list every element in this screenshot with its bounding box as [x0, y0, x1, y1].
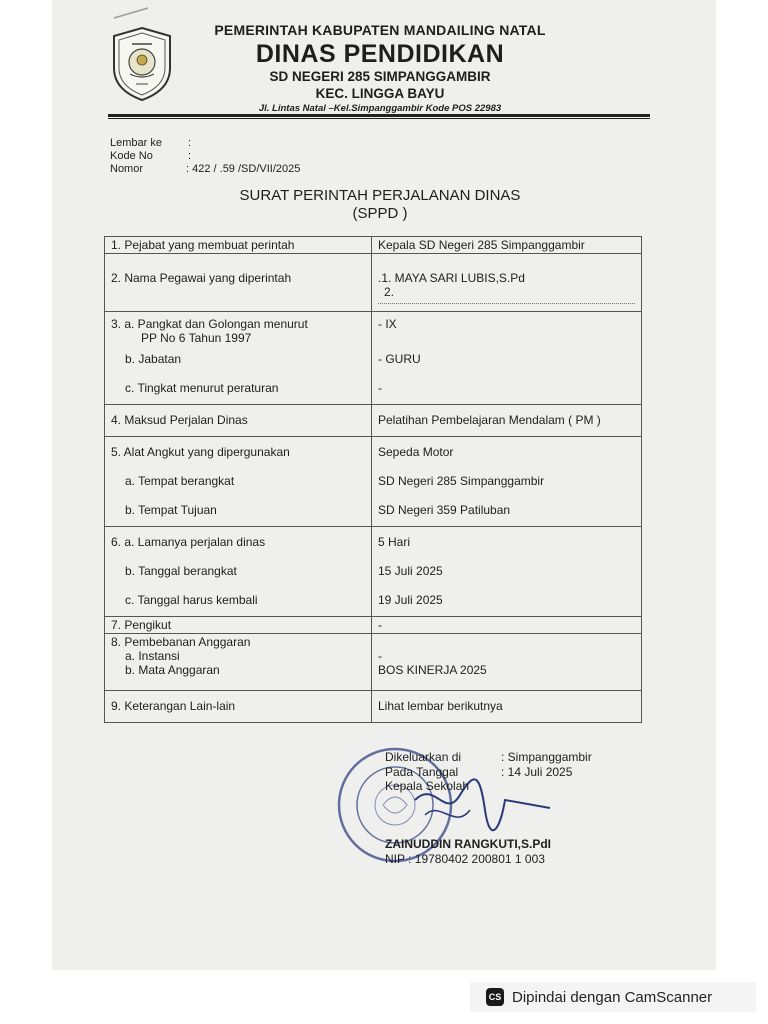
letterhead-rule-thin: [108, 118, 650, 119]
row6-label: 6. a. Lamanya perjalan dinas b. Tanggal berangkat c. Tanggal harus kembali: [105, 527, 372, 617]
row9-label: 9. Keterangan Lain-lain: [105, 691, 372, 723]
meta-lembar-label: Lembar ke: [110, 137, 162, 149]
table-row: [105, 405, 642, 437]
letterhead-school: SD NEGERI 285 SIMPANGGAMBIR: [269, 69, 491, 84]
letterhead-rule-thick: [108, 114, 650, 117]
paper-fold-mark: [112, 0, 152, 20]
row1-value: Kepala SD Negeri 285 Simpanggambir: [372, 237, 642, 254]
meta-kode-label: Kode No: [110, 150, 153, 162]
row2-value: .1. MAYA SARI LUBIS,S.Pd 2.: [372, 254, 642, 312]
meta-lembar-colon: :: [188, 137, 192, 149]
issue-date-value: : 14 Juli 2025: [501, 765, 573, 779]
letterhead-district: KEC. LINGGA BAYU: [315, 86, 445, 101]
meta-nomor-label: Nomor: [110, 163, 144, 175]
meta-kode-colon: :: [188, 150, 192, 162]
row5-label: 5. Alat Angkut yang dipergunakan a. Tempat berangkat b. Tempat Tujuan: [105, 437, 372, 527]
signatory-name: ZAINUDDIN RANGKUTI,S.PdI: [385, 837, 551, 851]
letterhead-address: Jl. Lintas Natal –Kel.Simpanggambir Kode POS 22983: [258, 103, 502, 114]
meta-nomor-value: : 422 / .59 /SD/VII/2025: [186, 163, 301, 175]
issued-at-label: Dikeluarkan di: [385, 750, 462, 764]
document-subtitle: (SPPD ): [352, 205, 408, 222]
row9-value: Lihat lembar berikutnya: [372, 691, 642, 723]
issue-date-label: Pada Tanggal: [385, 765, 459, 779]
table-row: [105, 237, 642, 254]
row7-label: 7. Pengikut: [105, 617, 372, 634]
table-row: [105, 617, 642, 634]
row8-value: - BOS KINERJA 2025: [372, 634, 642, 691]
issued-at-value: : Simpanggambir: [501, 750, 592, 764]
letterhead-agency: DINAS PENDIDIKAN: [255, 40, 505, 68]
row5-value: Sepeda Motor SD Negeri 285 Simpanggambir SD Negeri 359 Patiluban: [372, 437, 642, 527]
table-row: [105, 527, 642, 617]
document-title: SURAT PERINTAH PERJALANAN DINAS: [239, 187, 521, 204]
row6-value: 5 Hari 15 Juli 2025 19 Juli 2025: [372, 527, 642, 617]
table-row: [105, 691, 642, 723]
signatory-position: Kepala Sekolah: [385, 779, 470, 793]
row7-value: -: [372, 617, 642, 634]
row2-label: 2. Nama Pegawai yang diperintah: [105, 254, 372, 312]
row4-label: 4. Maksud Perjalan Dinas: [105, 405, 372, 437]
camscanner-watermark: [470, 982, 756, 1012]
signatory-nip: NIP : 19780402 200801 1 003: [385, 852, 545, 866]
row3-label: 3. a. Pangkat dan Golongan menurut PP No 6 Tahun 1997 b. Jabatan c. Tingkat menurut peraturan: [105, 312, 372, 405]
regency-emblem-icon: [110, 26, 174, 102]
table-row: [105, 312, 642, 405]
row8-label: 8. Pembebanan Anggaran a. Instansi b. Mata Anggaran: [105, 634, 372, 691]
row3-value: - IX - GURU -: [372, 312, 642, 405]
camscanner-logo-icon: CS: [486, 988, 504, 1006]
dotted-line: [378, 303, 635, 304]
table-row: [105, 634, 642, 691]
letterhead-government: PEMERINTAH KABUPATEN MANDAILING NATAL: [214, 22, 546, 38]
sppd-table: [104, 236, 642, 723]
camscanner-text: Dipindai dengan CamScanner: [512, 988, 713, 1006]
row4-value: Pelatihan Pembelajaran Mendalam ( PM ): [372, 405, 642, 437]
row1-label: 1. Pejabat yang membuat perintah: [105, 237, 372, 254]
table-row: [105, 254, 642, 312]
table-row: [105, 437, 642, 527]
